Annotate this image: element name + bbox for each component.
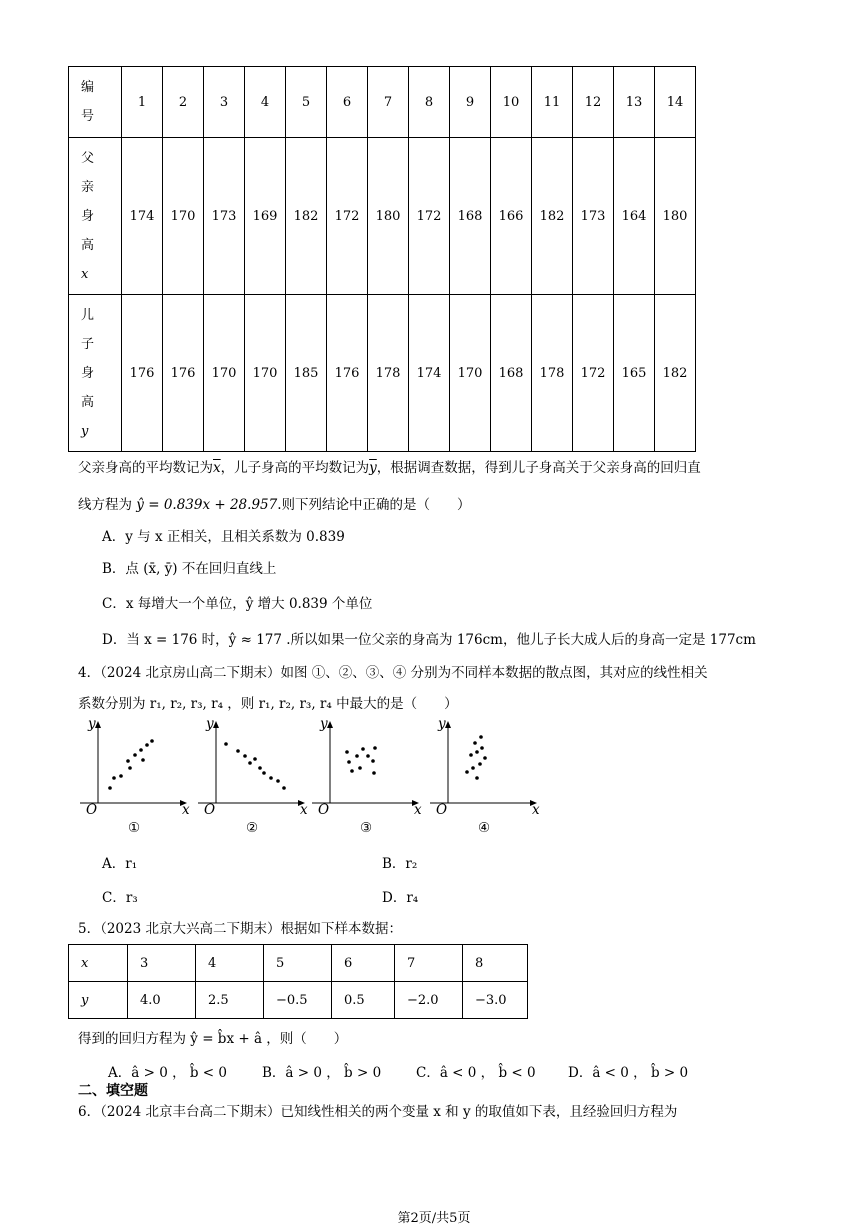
scatter-point bbox=[236, 749, 240, 753]
cell: 13 bbox=[614, 67, 655, 138]
origin-label: O bbox=[436, 802, 448, 818]
cell: 6 bbox=[327, 67, 368, 138]
regression-equation: ŷ = 0.839x + 28.957 bbox=[136, 497, 278, 513]
section-heading: 二、填空题 bbox=[78, 1083, 148, 1099]
cell: 176 bbox=[327, 295, 368, 452]
q3-line2 bbox=[78, 493, 471, 513]
plot-number-label: ③ bbox=[360, 820, 373, 836]
father-header bbox=[69, 138, 122, 295]
origin-label: O bbox=[318, 802, 330, 818]
scatter-point bbox=[126, 759, 130, 763]
cell: 8 bbox=[463, 945, 528, 982]
scatter-point bbox=[128, 766, 132, 770]
header-char: 儿 bbox=[81, 307, 95, 323]
cell: 166 bbox=[491, 138, 532, 295]
id-header bbox=[69, 67, 122, 138]
cell: 176 bbox=[122, 295, 163, 452]
y-axis-label: y bbox=[438, 716, 446, 732]
plot-number-label: ② bbox=[246, 820, 259, 836]
page-footer: 第2页/共5页 bbox=[397, 1211, 471, 1226]
son-header bbox=[69, 295, 122, 452]
text: 父亲身高的平均数记为 bbox=[78, 460, 213, 476]
scatter-point bbox=[372, 771, 376, 775]
cell: 169 bbox=[245, 138, 286, 295]
scatter-point bbox=[355, 754, 359, 758]
scatter-point bbox=[350, 769, 354, 773]
header-char: 编 bbox=[81, 80, 95, 95]
scatter-point bbox=[479, 735, 483, 739]
scatter-point bbox=[253, 757, 257, 761]
scatter-point bbox=[371, 759, 375, 763]
header-char: 父 bbox=[81, 150, 95, 166]
cell: 172 bbox=[409, 138, 450, 295]
scatter-point bbox=[224, 742, 228, 746]
scatter-point bbox=[465, 770, 469, 774]
cell: 12 bbox=[573, 67, 614, 138]
scatter-point bbox=[133, 753, 137, 757]
text: .则下列结论中正确的是（ ） bbox=[277, 497, 471, 513]
scatter-point bbox=[473, 741, 477, 745]
q3-option-b[interactable]: B．点 (x̄, ȳ) 不在回归直线上 bbox=[102, 561, 277, 577]
scatter-point bbox=[276, 779, 280, 783]
cell: 178 bbox=[532, 295, 573, 452]
header-char: 子 bbox=[81, 336, 95, 352]
table-row-y bbox=[69, 982, 528, 1019]
q5-option-a[interactable]: A．â > 0 ， b̂ < 0 bbox=[108, 1065, 227, 1081]
q4-line2: 系数分别为 r₁, r₂, r₃, r₄ ，则 r₁, r₂, r₃, r₄ 中最大的是（ ） bbox=[78, 696, 458, 712]
x-axis-label: x bbox=[300, 802, 308, 818]
cell: 170 bbox=[450, 295, 491, 452]
cell: 3 bbox=[128, 945, 196, 982]
q4-option-b[interactable]: B．r₂ bbox=[382, 856, 418, 872]
cell: −3.0 bbox=[463, 982, 528, 1019]
origin-label: O bbox=[204, 802, 216, 818]
x-axis-label: x bbox=[182, 802, 190, 818]
header-char: 高 bbox=[81, 237, 95, 253]
cell: 4 bbox=[245, 67, 286, 138]
cell: 174 bbox=[122, 138, 163, 295]
q6-line1: 6．（2024 北京丰台高二下期末）已知线性相关的两个变量 x 和 y 的取值如下表，且经验回归方程为 bbox=[78, 1104, 678, 1120]
cell: 176 bbox=[163, 295, 204, 452]
cell: 173 bbox=[204, 138, 245, 295]
cell: 170 bbox=[204, 295, 245, 452]
cell: 170 bbox=[163, 138, 204, 295]
scatter-point bbox=[139, 748, 143, 752]
scatter-point bbox=[112, 776, 116, 780]
q4-option-c[interactable]: C．r₃ bbox=[102, 890, 138, 906]
cell: 14 bbox=[655, 67, 696, 138]
cell: 173 bbox=[573, 138, 614, 295]
cell: 168 bbox=[450, 138, 491, 295]
origin-label: O bbox=[86, 802, 98, 818]
scatter-point bbox=[248, 761, 252, 765]
x-axis-label: x bbox=[532, 802, 540, 818]
scatter-point bbox=[480, 746, 484, 750]
cell: 178 bbox=[368, 295, 409, 452]
header-char: 身 bbox=[81, 208, 95, 224]
table-row-id bbox=[69, 67, 696, 138]
cell: 5 bbox=[264, 945, 332, 982]
scatter-point bbox=[471, 766, 475, 770]
q3-option-c[interactable]: C．x 每增大一个单位，ŷ 增大 0.839 个单位 bbox=[102, 596, 373, 612]
scatter-point bbox=[478, 762, 482, 766]
scatter-point bbox=[483, 756, 487, 760]
text: ，儿子身高的平均数记为 bbox=[220, 460, 370, 476]
scatter-point bbox=[358, 766, 362, 770]
header-char: 高 bbox=[81, 394, 95, 410]
cell: 185 bbox=[286, 295, 327, 452]
x-axis-label: x bbox=[414, 802, 422, 818]
y-axis-label: y bbox=[88, 716, 96, 732]
cell: 7 bbox=[395, 945, 463, 982]
scatter-point bbox=[345, 750, 349, 754]
header-char: 号 bbox=[81, 109, 95, 124]
scatter-point bbox=[145, 743, 149, 747]
cell: 3 bbox=[204, 67, 245, 138]
text: ，根据调查数据，得到儿子身高关于父亲身高的回归直 bbox=[376, 460, 701, 476]
table-row-x bbox=[69, 945, 528, 982]
q5-option-d[interactable]: D．â < 0 ， b̂ > 0 bbox=[568, 1065, 689, 1081]
cell: 182 bbox=[655, 295, 696, 452]
cell: 8 bbox=[409, 67, 450, 138]
q4-option-d[interactable]: D．r₄ bbox=[382, 890, 419, 906]
scatter-point bbox=[475, 776, 479, 780]
cell: 9 bbox=[450, 67, 491, 138]
scatter-point bbox=[150, 739, 154, 743]
scatter-point bbox=[119, 774, 123, 778]
scatter-point bbox=[141, 758, 145, 762]
q5-line1: 5．（2023 北京大兴高二下期末）根据如下样本数据： bbox=[78, 921, 402, 937]
y-axis-label: y bbox=[206, 716, 214, 732]
scatter-point bbox=[269, 776, 273, 780]
q3-option-a[interactable]: A．y 与 x 正相关，且相关系数为 0.839 bbox=[102, 529, 345, 545]
cell: 172 bbox=[327, 138, 368, 295]
header-char: 亲 bbox=[81, 179, 95, 195]
q5-option-c[interactable]: C．â < 0 ， b̂ < 0 bbox=[416, 1065, 536, 1081]
cell: 2 bbox=[163, 67, 204, 138]
y-axis-label: y bbox=[320, 716, 328, 732]
cell: 4.0 bbox=[128, 982, 196, 1019]
cell: 180 bbox=[655, 138, 696, 295]
cell: 10 bbox=[491, 67, 532, 138]
table-row-father bbox=[69, 138, 696, 295]
sample-data-table bbox=[68, 944, 528, 1019]
header-char: 身 bbox=[81, 365, 95, 381]
q3-option-d[interactable]: D．当 x = 176 时，ŷ ≈ 177 .所以如果一位父亲的身高为 176cm，他儿子长大成人后的身高一定是 177cm bbox=[102, 632, 756, 648]
text: 线方程为 bbox=[78, 497, 132, 513]
scatter-point bbox=[108, 786, 112, 790]
scatter-point bbox=[258, 766, 262, 770]
cell: −0.5 bbox=[264, 982, 332, 1019]
cell: 174 bbox=[409, 295, 450, 452]
header-char: y bbox=[81, 423, 89, 439]
scatter-point bbox=[366, 754, 370, 758]
cell: 11 bbox=[532, 67, 573, 138]
scatter-point bbox=[282, 786, 286, 790]
cell: 182 bbox=[532, 138, 573, 295]
q5-option-b[interactable]: B．â > 0 ， b̂ > 0 bbox=[262, 1065, 382, 1081]
cell: 0.5 bbox=[332, 982, 395, 1019]
xbar-symbol: $\overline{x}$ bbox=[213, 460, 221, 476]
scatter-point bbox=[243, 754, 247, 758]
scatter-point bbox=[475, 750, 479, 754]
cell: y bbox=[69, 982, 128, 1019]
cell: 5 bbox=[286, 67, 327, 138]
cell: x bbox=[69, 945, 128, 982]
scatter-point bbox=[373, 746, 377, 750]
q4-option-a[interactable]: A．r₁ bbox=[102, 856, 138, 872]
plot-number-label: ① bbox=[128, 820, 141, 836]
cell: 165 bbox=[614, 295, 655, 452]
scatter-point bbox=[262, 771, 266, 775]
cell: 7 bbox=[368, 67, 409, 138]
ybar-symbol: $\overline{y}$ bbox=[369, 460, 377, 476]
cell: 4 bbox=[196, 945, 264, 982]
cell: 182 bbox=[286, 138, 327, 295]
scatter-point bbox=[469, 753, 473, 757]
q4-line1: 4．（2024 北京房山高二下期末）如图 ①、②、③、④ 分别为不同样本数据的散点图，其对应的线性相关 bbox=[78, 665, 708, 681]
cell: 168 bbox=[491, 295, 532, 452]
plot-number-label: ④ bbox=[478, 820, 491, 836]
scatter-point bbox=[361, 747, 365, 751]
cell: 1 bbox=[122, 67, 163, 138]
height-data-table bbox=[68, 66, 696, 452]
cell: 172 bbox=[573, 295, 614, 452]
q3-line1 bbox=[78, 456, 701, 476]
cell: 180 bbox=[368, 138, 409, 295]
header-char: x bbox=[81, 266, 89, 282]
cell: 164 bbox=[614, 138, 655, 295]
cell: 2.5 bbox=[196, 982, 264, 1019]
q5-line2: 得到的回归方程为 ŷ = b̂x + â ，则（ ） bbox=[78, 1031, 348, 1047]
table-row-son bbox=[69, 295, 696, 452]
scatter-point bbox=[347, 760, 351, 764]
cell: −2.0 bbox=[395, 982, 463, 1019]
cell: 6 bbox=[332, 945, 395, 982]
cell: 170 bbox=[245, 295, 286, 452]
